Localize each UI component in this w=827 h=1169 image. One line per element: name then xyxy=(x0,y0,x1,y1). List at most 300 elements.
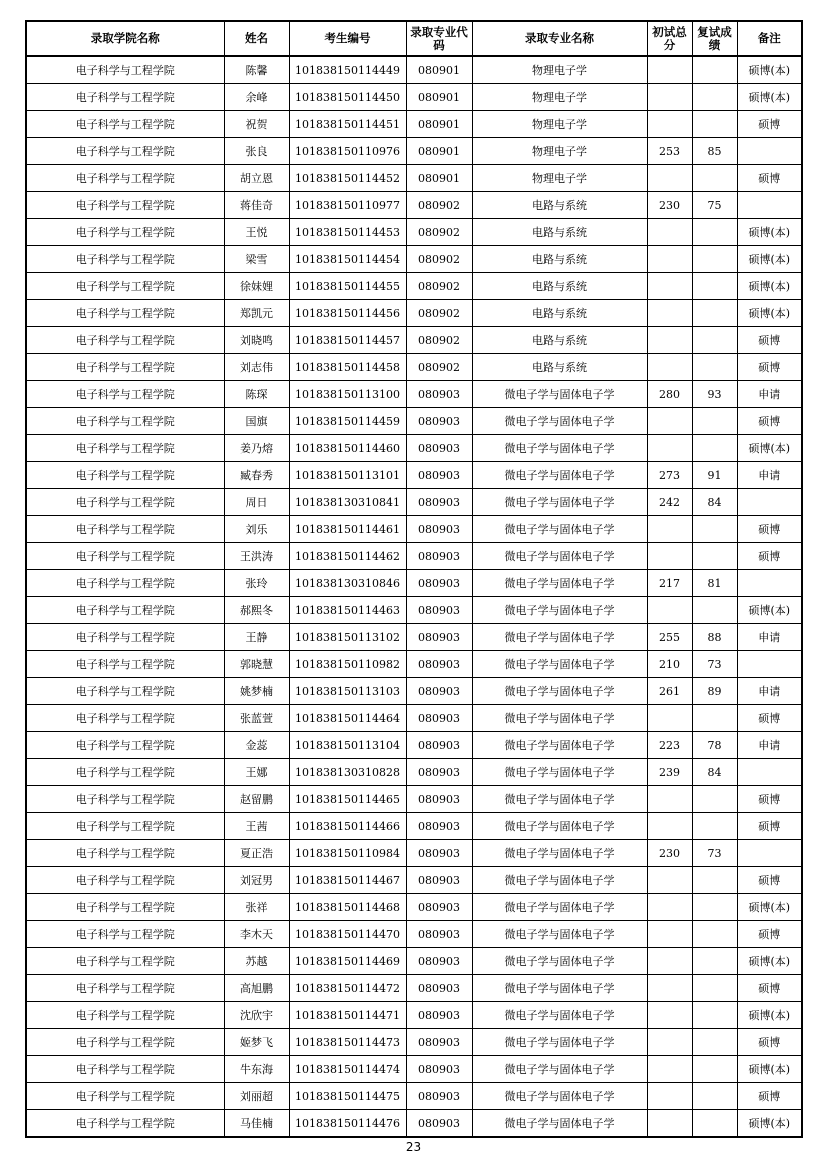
cell-remark: 硕博(本) xyxy=(737,948,802,975)
cell-major-name: 微电子学与固体电子学 xyxy=(472,462,647,489)
cell-initial-score xyxy=(647,786,692,813)
cell-college: 电子科学与工程学院 xyxy=(26,408,224,435)
table-row xyxy=(26,921,802,948)
cell-major-code: 080903 xyxy=(406,462,472,489)
cell-major-name: 电路与系统 xyxy=(472,354,647,381)
cell-major-name: 电路与系统 xyxy=(472,273,647,300)
cell-major-name: 电路与系统 xyxy=(472,300,647,327)
cell-initial-score: 255 xyxy=(647,624,692,651)
table-row xyxy=(26,867,802,894)
cell-candidate-id: 101838150114455 xyxy=(289,273,406,300)
table-row xyxy=(26,1083,802,1110)
cell-name: 牛东海 xyxy=(224,1056,289,1083)
cell-major-code: 080903 xyxy=(406,759,472,786)
cell-remark: 硕博 xyxy=(737,1083,802,1110)
cell-name: 赵留鹏 xyxy=(224,786,289,813)
cell-retest-score: 88 xyxy=(692,624,737,651)
cell-college: 电子科学与工程学院 xyxy=(26,1029,224,1056)
cell-remark: 硕博(本) xyxy=(737,300,802,327)
table-row xyxy=(26,570,802,597)
cell-college: 电子科学与工程学院 xyxy=(26,246,224,273)
cell-major-code: 080902 xyxy=(406,327,472,354)
cell-name: 金蕊 xyxy=(224,732,289,759)
cell-initial-score xyxy=(647,516,692,543)
cell-remark: 硕博(本) xyxy=(737,56,802,84)
cell-major-name: 微电子学与固体电子学 xyxy=(472,840,647,867)
cell-college: 电子科学与工程学院 xyxy=(26,273,224,300)
cell-remark xyxy=(737,489,802,516)
cell-name: 姜乃熔 xyxy=(224,435,289,462)
cell-retest-score xyxy=(692,786,737,813)
cell-remark: 申请 xyxy=(737,678,802,705)
table-row xyxy=(26,813,802,840)
cell-name: 郝熙冬 xyxy=(224,597,289,624)
cell-major-name: 物理电子学 xyxy=(472,165,647,192)
cell-candidate-id: 101838130310828 xyxy=(289,759,406,786)
cell-major-name: 微电子学与固体电子学 xyxy=(472,489,647,516)
cell-major-name: 微电子学与固体电子学 xyxy=(472,705,647,732)
cell-candidate-id: 101838150114461 xyxy=(289,516,406,543)
cell-initial-score: 242 xyxy=(647,489,692,516)
cell-name: 马佳楠 xyxy=(224,1110,289,1138)
cell-remark: 硕博(本) xyxy=(737,1002,802,1029)
table-row xyxy=(26,1110,802,1138)
table-row xyxy=(26,192,802,219)
cell-remark: 申请 xyxy=(737,381,802,408)
cell-initial-score xyxy=(647,300,692,327)
cell-initial-score: 210 xyxy=(647,651,692,678)
cell-name: 李木天 xyxy=(224,921,289,948)
cell-name: 陈馨 xyxy=(224,56,289,84)
cell-college: 电子科学与工程学院 xyxy=(26,435,224,462)
cell-initial-score xyxy=(647,408,692,435)
cell-initial-score xyxy=(647,1110,692,1138)
table-row xyxy=(26,219,802,246)
cell-college: 电子科学与工程学院 xyxy=(26,597,224,624)
cell-remark: 硕博(本) xyxy=(737,1110,802,1138)
cell-major-code: 080903 xyxy=(406,921,472,948)
cell-college: 电子科学与工程学院 xyxy=(26,300,224,327)
cell-name: 臧春秀 xyxy=(224,462,289,489)
cell-candidate-id: 101838150114450 xyxy=(289,84,406,111)
cell-remark: 硕博(本) xyxy=(737,894,802,921)
table-row xyxy=(26,273,802,300)
cell-name: 徐妹娌 xyxy=(224,273,289,300)
cell-major-name: 电路与系统 xyxy=(472,246,647,273)
table-row xyxy=(26,975,802,1002)
table-row xyxy=(26,705,802,732)
cell-major-name: 电路与系统 xyxy=(472,327,647,354)
cell-name: 夏正浩 xyxy=(224,840,289,867)
cell-initial-score xyxy=(647,1056,692,1083)
cell-college: 电子科学与工程学院 xyxy=(26,84,224,111)
cell-major-code: 080903 xyxy=(406,489,472,516)
cell-major-code: 080903 xyxy=(406,597,472,624)
cell-remark: 硕博 xyxy=(737,705,802,732)
cell-college: 电子科学与工程学院 xyxy=(26,786,224,813)
cell-initial-score xyxy=(647,1083,692,1110)
cell-major-code: 080903 xyxy=(406,516,472,543)
cell-retest-score xyxy=(692,219,737,246)
cell-college: 电子科学与工程学院 xyxy=(26,138,224,165)
cell-initial-score xyxy=(647,165,692,192)
cell-college: 电子科学与工程学院 xyxy=(26,462,224,489)
cell-college: 电子科学与工程学院 xyxy=(26,867,224,894)
cell-college: 电子科学与工程学院 xyxy=(26,489,224,516)
cell-remark xyxy=(737,138,802,165)
cell-college: 电子科学与工程学院 xyxy=(26,948,224,975)
cell-major-code: 080903 xyxy=(406,840,472,867)
cell-remark: 硕博 xyxy=(737,408,802,435)
cell-name: 王洪涛 xyxy=(224,543,289,570)
cell-candidate-id: 101838150114471 xyxy=(289,1002,406,1029)
cell-initial-score xyxy=(647,948,692,975)
cell-initial-score xyxy=(647,705,692,732)
cell-major-code: 080903 xyxy=(406,867,472,894)
cell-retest-score xyxy=(692,975,737,1002)
cell-candidate-id: 101838150114463 xyxy=(289,597,406,624)
cell-name: 胡立恩 xyxy=(224,165,289,192)
cell-retest-score xyxy=(692,327,737,354)
cell-initial-score: 261 xyxy=(647,678,692,705)
cell-major-name: 微电子学与固体电子学 xyxy=(472,1110,647,1138)
header-name: 姓名 xyxy=(224,21,289,56)
cell-college: 电子科学与工程学院 xyxy=(26,354,224,381)
cell-name: 国旗 xyxy=(224,408,289,435)
cell-remark: 申请 xyxy=(737,732,802,759)
cell-candidate-id: 101838150114456 xyxy=(289,300,406,327)
table-row xyxy=(26,111,802,138)
cell-major-code: 080903 xyxy=(406,651,472,678)
cell-retest-score xyxy=(692,1056,737,1083)
cell-initial-score xyxy=(647,543,692,570)
cell-retest-score xyxy=(692,867,737,894)
cell-major-code: 080901 xyxy=(406,111,472,138)
table-row xyxy=(26,732,802,759)
cell-remark: 硕博 xyxy=(737,975,802,1002)
cell-name: 郭晓慧 xyxy=(224,651,289,678)
cell-remark: 申请 xyxy=(737,624,802,651)
cell-major-name: 微电子学与固体电子学 xyxy=(472,786,647,813)
table-row xyxy=(26,894,802,921)
cell-retest-score xyxy=(692,56,737,84)
cell-retest-score: 73 xyxy=(692,840,737,867)
table-row xyxy=(26,300,802,327)
table-row xyxy=(26,489,802,516)
cell-initial-score xyxy=(647,273,692,300)
cell-retest-score: 84 xyxy=(692,759,737,786)
table-row xyxy=(26,165,802,192)
cell-initial-score: 223 xyxy=(647,732,692,759)
cell-initial-score xyxy=(647,1029,692,1056)
cell-college: 电子科学与工程学院 xyxy=(26,219,224,246)
cell-major-code: 080903 xyxy=(406,705,472,732)
cell-remark: 硕博 xyxy=(737,543,802,570)
cell-candidate-id: 101838150113103 xyxy=(289,678,406,705)
cell-major-name: 微电子学与固体电子学 xyxy=(472,948,647,975)
cell-major-code: 080902 xyxy=(406,192,472,219)
cell-major-code: 080903 xyxy=(406,1029,472,1056)
cell-college: 电子科学与工程学院 xyxy=(26,651,224,678)
cell-major-code: 080903 xyxy=(406,975,472,1002)
cell-major-code: 080903 xyxy=(406,1056,472,1083)
cell-remark: 硕博(本) xyxy=(737,219,802,246)
table-row xyxy=(26,327,802,354)
cell-candidate-id: 101838150114468 xyxy=(289,894,406,921)
cell-major-name: 微电子学与固体电子学 xyxy=(472,894,647,921)
cell-major-code: 080903 xyxy=(406,624,472,651)
cell-candidate-id: 101838150114473 xyxy=(289,1029,406,1056)
cell-name: 祝贺 xyxy=(224,111,289,138)
cell-college: 电子科学与工程学院 xyxy=(26,192,224,219)
cell-remark: 硕博 xyxy=(737,327,802,354)
table-row xyxy=(26,408,802,435)
header-major-name: 录取专业名称 xyxy=(472,21,647,56)
cell-name: 姬梦飞 xyxy=(224,1029,289,1056)
cell-name: 刘晓鸣 xyxy=(224,327,289,354)
cell-college: 电子科学与工程学院 xyxy=(26,678,224,705)
cell-retest-score xyxy=(692,408,737,435)
cell-candidate-id: 101838150114469 xyxy=(289,948,406,975)
cell-major-name: 物理电子学 xyxy=(472,84,647,111)
cell-retest-score xyxy=(692,354,737,381)
header-initial-score: 初试总分 xyxy=(647,21,692,56)
cell-initial-score xyxy=(647,354,692,381)
table-row xyxy=(26,138,802,165)
cell-remark: 硕博(本) xyxy=(737,1056,802,1083)
cell-initial-score xyxy=(647,597,692,624)
cell-major-code: 080903 xyxy=(406,1083,472,1110)
cell-initial-score xyxy=(647,894,692,921)
cell-initial-score xyxy=(647,84,692,111)
cell-retest-score xyxy=(692,84,737,111)
cell-initial-score: 217 xyxy=(647,570,692,597)
cell-major-name: 物理电子学 xyxy=(472,56,647,84)
cell-remark: 硕博(本) xyxy=(737,273,802,300)
table-row xyxy=(26,246,802,273)
cell-name: 张良 xyxy=(224,138,289,165)
cell-major-name: 微电子学与固体电子学 xyxy=(472,975,647,1002)
cell-major-name: 微电子学与固体电子学 xyxy=(472,1029,647,1056)
cell-candidate-id: 101838150110982 xyxy=(289,651,406,678)
cell-major-name: 微电子学与固体电子学 xyxy=(472,624,647,651)
table-row xyxy=(26,381,802,408)
cell-candidate-id: 101838150114457 xyxy=(289,327,406,354)
cell-candidate-id: 101838150114474 xyxy=(289,1056,406,1083)
table-row xyxy=(26,840,802,867)
cell-retest-score xyxy=(692,516,737,543)
cell-remark: 硕博 xyxy=(737,516,802,543)
cell-major-name: 物理电子学 xyxy=(472,138,647,165)
cell-initial-score: 280 xyxy=(647,381,692,408)
cell-college: 电子科学与工程学院 xyxy=(26,111,224,138)
table-row xyxy=(26,786,802,813)
table-row xyxy=(26,462,802,489)
cell-name: 王静 xyxy=(224,624,289,651)
cell-college: 电子科学与工程学院 xyxy=(26,1083,224,1110)
cell-candidate-id: 101838150114452 xyxy=(289,165,406,192)
cell-name: 刘乐 xyxy=(224,516,289,543)
cell-name: 王悦 xyxy=(224,219,289,246)
cell-name: 沈欣宇 xyxy=(224,1002,289,1029)
table-row xyxy=(26,678,802,705)
cell-major-name: 微电子学与固体电子学 xyxy=(472,516,647,543)
cell-major-code: 080903 xyxy=(406,1110,472,1138)
cell-remark: 申请 xyxy=(737,462,802,489)
cell-major-code: 080902 xyxy=(406,300,472,327)
cell-initial-score xyxy=(647,1002,692,1029)
cell-major-name: 微电子学与固体电子学 xyxy=(472,435,647,462)
cell-major-code: 080901 xyxy=(406,56,472,84)
cell-major-code: 080902 xyxy=(406,354,472,381)
cell-remark: 硕博(本) xyxy=(737,435,802,462)
cell-retest-score: 78 xyxy=(692,732,737,759)
cell-candidate-id: 101838150113100 xyxy=(289,381,406,408)
cell-major-code: 080903 xyxy=(406,1002,472,1029)
cell-name: 蒋佳奇 xyxy=(224,192,289,219)
cell-college: 电子科学与工程学院 xyxy=(26,1056,224,1083)
cell-remark xyxy=(737,651,802,678)
header-college: 录取学院名称 xyxy=(26,21,224,56)
cell-college: 电子科学与工程学院 xyxy=(26,732,224,759)
cell-retest-score xyxy=(692,1002,737,1029)
cell-name: 高旭鹏 xyxy=(224,975,289,1002)
cell-initial-score xyxy=(647,219,692,246)
cell-major-name: 微电子学与固体电子学 xyxy=(472,543,647,570)
cell-college: 电子科学与工程学院 xyxy=(26,705,224,732)
table-row xyxy=(26,759,802,786)
cell-major-name: 物理电子学 xyxy=(472,111,647,138)
cell-initial-score xyxy=(647,56,692,84)
cell-retest-score xyxy=(692,1029,737,1056)
cell-college: 电子科学与工程学院 xyxy=(26,543,224,570)
cell-major-name: 微电子学与固体电子学 xyxy=(472,1083,647,1110)
cell-name: 张蓝萱 xyxy=(224,705,289,732)
cell-candidate-id: 101838150114464 xyxy=(289,705,406,732)
cell-major-name: 微电子学与固体电子学 xyxy=(472,759,647,786)
cell-college: 电子科学与工程学院 xyxy=(26,1110,224,1138)
cell-retest-score: 73 xyxy=(692,651,737,678)
cell-major-code: 080902 xyxy=(406,273,472,300)
cell-initial-score xyxy=(647,975,692,1002)
cell-name: 刘冠男 xyxy=(224,867,289,894)
cell-college: 电子科学与工程学院 xyxy=(26,56,224,84)
cell-major-name: 微电子学与固体电子学 xyxy=(472,570,647,597)
cell-retest-score xyxy=(692,948,737,975)
cell-candidate-id: 101838150114466 xyxy=(289,813,406,840)
cell-major-name: 微电子学与固体电子学 xyxy=(472,813,647,840)
cell-major-code: 080903 xyxy=(406,678,472,705)
cell-candidate-id: 101838150114476 xyxy=(289,1110,406,1138)
cell-college: 电子科学与工程学院 xyxy=(26,570,224,597)
cell-remark: 硕博(本) xyxy=(737,84,802,111)
cell-name: 周日 xyxy=(224,489,289,516)
cell-major-name: 微电子学与固体电子学 xyxy=(472,867,647,894)
cell-college: 电子科学与工程学院 xyxy=(26,813,224,840)
cell-remark: 硕博 xyxy=(737,165,802,192)
cell-candidate-id: 101838150114470 xyxy=(289,921,406,948)
cell-initial-score: 230 xyxy=(647,192,692,219)
cell-candidate-id: 101838130310846 xyxy=(289,570,406,597)
cell-major-code: 080903 xyxy=(406,894,472,921)
cell-candidate-id: 101838130310841 xyxy=(289,489,406,516)
cell-name: 王娜 xyxy=(224,759,289,786)
cell-candidate-id: 101838150113104 xyxy=(289,732,406,759)
cell-initial-score xyxy=(647,813,692,840)
cell-name: 张祥 xyxy=(224,894,289,921)
cell-candidate-id: 101838150114475 xyxy=(289,1083,406,1110)
cell-initial-score xyxy=(647,327,692,354)
cell-college: 电子科学与工程学院 xyxy=(26,165,224,192)
cell-college: 电子科学与工程学院 xyxy=(26,759,224,786)
cell-college: 电子科学与工程学院 xyxy=(26,624,224,651)
cell-remark xyxy=(737,840,802,867)
cell-candidate-id: 101838150114449 xyxy=(289,56,406,84)
cell-candidate-id: 101838150114458 xyxy=(289,354,406,381)
cell-name: 苏越 xyxy=(224,948,289,975)
cell-retest-score xyxy=(692,111,737,138)
cell-major-name: 微电子学与固体电子学 xyxy=(472,408,647,435)
cell-name: 姚梦楠 xyxy=(224,678,289,705)
cell-name: 刘志伟 xyxy=(224,354,289,381)
cell-initial-score: 253 xyxy=(647,138,692,165)
cell-college: 电子科学与工程学院 xyxy=(26,840,224,867)
cell-retest-score xyxy=(692,894,737,921)
table-row xyxy=(26,1056,802,1083)
header-row xyxy=(26,21,802,56)
cell-major-name: 微电子学与固体电子学 xyxy=(472,597,647,624)
cell-candidate-id: 101838150114467 xyxy=(289,867,406,894)
cell-major-name: 电路与系统 xyxy=(472,219,647,246)
cell-major-code: 080901 xyxy=(406,84,472,111)
cell-retest-score: 75 xyxy=(692,192,737,219)
cell-remark: 硕博(本) xyxy=(737,597,802,624)
table-row xyxy=(26,84,802,111)
cell-name: 陈琛 xyxy=(224,381,289,408)
table-row xyxy=(26,1002,802,1029)
cell-retest-score xyxy=(692,435,737,462)
cell-retest-score xyxy=(692,246,737,273)
cell-candidate-id: 101838150114462 xyxy=(289,543,406,570)
cell-name: 郑凯元 xyxy=(224,300,289,327)
cell-major-name: 微电子学与固体电子学 xyxy=(472,1056,647,1083)
cell-initial-score xyxy=(647,867,692,894)
cell-retest-score xyxy=(692,813,737,840)
cell-major-code: 080903 xyxy=(406,732,472,759)
cell-remark: 硕博 xyxy=(737,921,802,948)
table-row xyxy=(26,543,802,570)
cell-college: 电子科学与工程学院 xyxy=(26,921,224,948)
cell-remark: 硕博 xyxy=(737,354,802,381)
cell-major-name: 电路与系统 xyxy=(472,192,647,219)
cell-retest-score xyxy=(692,543,737,570)
cell-candidate-id: 101838150113101 xyxy=(289,462,406,489)
cell-candidate-id: 101838150110984 xyxy=(289,840,406,867)
cell-remark xyxy=(737,192,802,219)
table-row xyxy=(26,516,802,543)
table-row xyxy=(26,435,802,462)
cell-major-code: 080903 xyxy=(406,786,472,813)
cell-candidate-id: 101838150114451 xyxy=(289,111,406,138)
cell-major-name: 微电子学与固体电子学 xyxy=(472,381,647,408)
cell-retest-score xyxy=(692,1083,737,1110)
header-remark: 备注 xyxy=(737,21,802,56)
cell-major-code: 080903 xyxy=(406,543,472,570)
cell-remark: 硕博 xyxy=(737,867,802,894)
cell-major-code: 080901 xyxy=(406,138,472,165)
cell-initial-score: 230 xyxy=(647,840,692,867)
cell-major-code: 080902 xyxy=(406,219,472,246)
